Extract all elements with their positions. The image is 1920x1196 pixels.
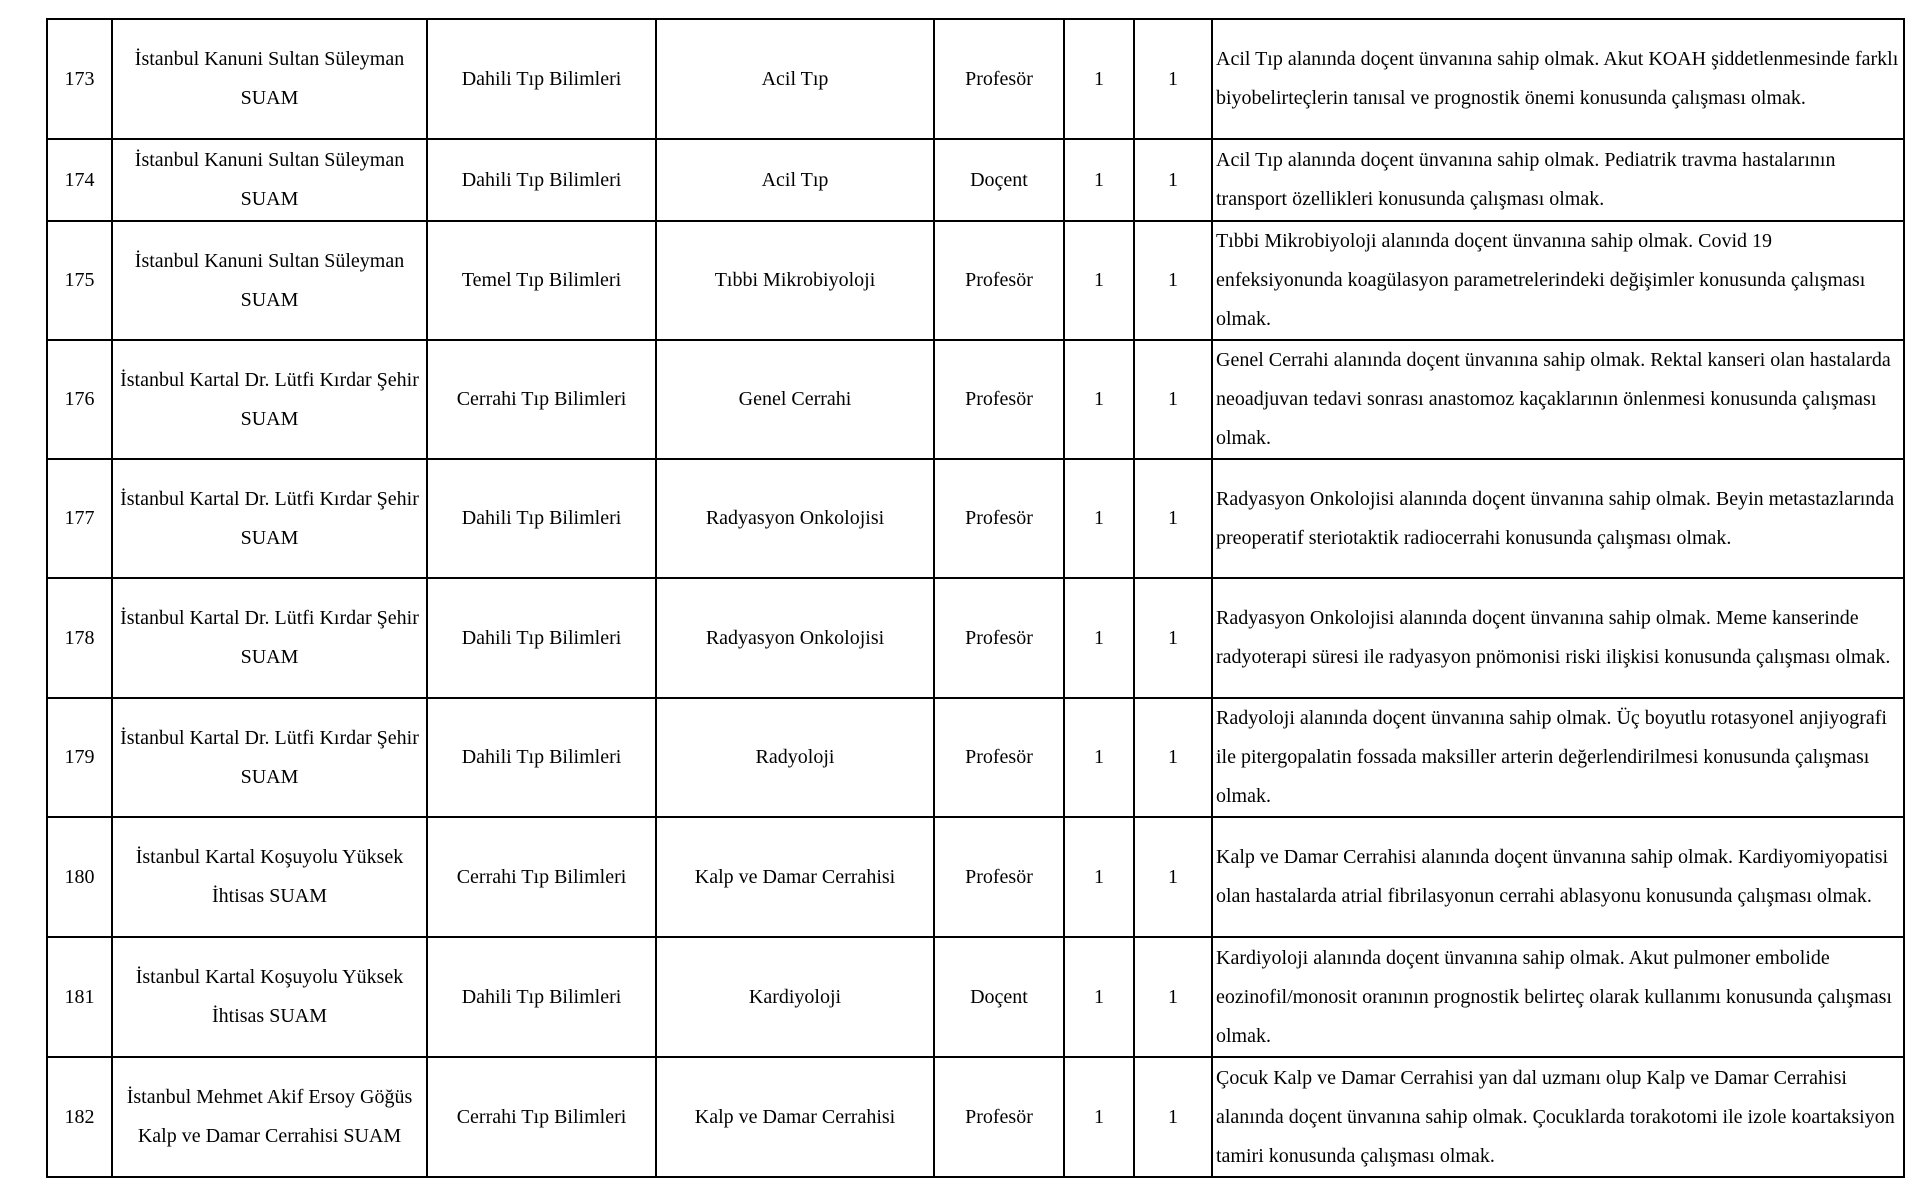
- count-cell: 1: [1134, 139, 1212, 221]
- row-number: 178: [47, 578, 112, 698]
- requirement-cell: Genel Cerrahi alanında doçent ünvanına sahip olmak. Rektal kanseri olan hastalarda neoadjuvan tedavi sonrası anastomoz kaçaklarının önlenmesi konusunda çalışması olmak.: [1212, 340, 1904, 459]
- count-cell: 1: [1064, 221, 1134, 340]
- requirement-cell: Çocuk Kalp ve Damar Cerrahisi yan dal uzmanı olup Kalp ve Damar Cerrahisi alanında doçent ünvanına sahip olmak. Çocuklarda torakotomi ile izole koartaksiyon tamiri konusunda çalışması olmak.: [1212, 1057, 1904, 1177]
- row-number: 176: [47, 340, 112, 459]
- academic-title-cell: Doçent: [934, 139, 1064, 221]
- institution-cell: İstanbul Kartal Dr. Lütfi Kırdar Şehir SUAM: [112, 340, 427, 459]
- table-row: [47, 937, 1904, 1057]
- academic-title-cell: Profesör: [934, 19, 1064, 139]
- department-cell: Dahili Tıp Bilimleri: [427, 19, 656, 139]
- academic-title-cell: Profesör: [934, 1057, 1064, 1177]
- institution-cell: İstanbul Mehmet Akif Ersoy Göğüs Kalp ve Damar Cerrahisi SUAM: [112, 1057, 427, 1177]
- table-row: [47, 139, 1904, 221]
- count-cell: 1: [1134, 937, 1212, 1057]
- requirement-cell: Radyoloji alanında doçent ünvanına sahip olmak. Üç boyutlu rotasyonel anjiyografi ile pitergopalatin fossada maksiller arterin değerlendirilmesi konusunda çalışması olmak.: [1212, 698, 1904, 817]
- count-cell: 1: [1134, 340, 1212, 459]
- table-row: [47, 1057, 1904, 1177]
- count-cell: 1: [1134, 1057, 1212, 1177]
- institution-cell: İstanbul Kartal Koşuyolu Yüksek İhtisas SUAM: [112, 817, 427, 937]
- requirement-cell: Acil Tıp alanında doçent ünvanına sahip olmak. Akut KOAH şiddetlenmesinde farklı biyobelirteçlerin tanısal ve prognostik önemi konusunda çalışması olmak.: [1212, 19, 1904, 139]
- row-number: 179: [47, 698, 112, 817]
- count-cell: 1: [1134, 817, 1212, 937]
- specialty-cell: Kalp ve Damar Cerrahisi: [656, 817, 934, 937]
- institution-cell: İstanbul Kanuni Sultan Süleyman SUAM: [112, 139, 427, 221]
- table-row: [47, 578, 1904, 698]
- positions-table: [46, 18, 1905, 1178]
- requirement-cell: Acil Tıp alanında doçent ünvanına sahip olmak. Pediatrik travma hastalarının transport özellikleri konusunda çalışması olmak.: [1212, 139, 1904, 221]
- table-row: [47, 698, 1904, 817]
- academic-title-cell: Profesör: [934, 578, 1064, 698]
- table-row: [47, 221, 1904, 340]
- specialty-cell: Acil Tıp: [656, 139, 934, 221]
- table-body: [47, 19, 1904, 1177]
- table-row: [47, 19, 1904, 139]
- academic-title-cell: Profesör: [934, 340, 1064, 459]
- institution-cell: İstanbul Kanuni Sultan Süleyman SUAM: [112, 221, 427, 340]
- row-number: 174: [47, 139, 112, 221]
- specialty-cell: Radyoloji: [656, 698, 934, 817]
- row-number: 173: [47, 19, 112, 139]
- specialty-cell: Kardiyoloji: [656, 937, 934, 1057]
- count-cell: 1: [1134, 19, 1212, 139]
- department-cell: Cerrahi Tıp Bilimleri: [427, 1057, 656, 1177]
- department-cell: Cerrahi Tıp Bilimleri: [427, 340, 656, 459]
- institution-cell: İstanbul Kanuni Sultan Süleyman SUAM: [112, 19, 427, 139]
- department-cell: Dahili Tıp Bilimleri: [427, 937, 656, 1057]
- count-cell: 1: [1134, 698, 1212, 817]
- specialty-cell: Acil Tıp: [656, 19, 934, 139]
- requirement-cell: Tıbbi Mikrobiyoloji alanında doçent ünvanına sahip olmak. Covid 19 enfeksiyonunda koagülasyon parametrelerindeki değişimler konusunda çalışması olmak.: [1212, 221, 1904, 340]
- requirement-cell: Kalp ve Damar Cerrahisi alanında doçent ünvanına sahip olmak. Kardiyomiyopatisi olan hastalarda atrial fibrilasyonun cerrahi ablasyonu konusunda çalışması olmak.: [1212, 817, 1904, 937]
- count-cell: 1: [1134, 459, 1212, 578]
- table-row: [47, 817, 1904, 937]
- academic-title-cell: Profesör: [934, 698, 1064, 817]
- count-cell: 1: [1064, 937, 1134, 1057]
- row-number: 180: [47, 817, 112, 937]
- requirement-cell: Radyasyon Onkolojisi alanında doçent ünvanına sahip olmak. Beyin metastazlarında preoperatif steriotaktik radiocerrahi konusunda çalışması olmak.: [1212, 459, 1904, 578]
- row-number: 181: [47, 937, 112, 1057]
- count-cell: 1: [1134, 578, 1212, 698]
- institution-cell: İstanbul Kartal Koşuyolu Yüksek İhtisas SUAM: [112, 937, 427, 1057]
- count-cell: 1: [1064, 459, 1134, 578]
- row-number: 182: [47, 1057, 112, 1177]
- specialty-cell: Radyasyon Onkolojisi: [656, 578, 934, 698]
- department-cell: Cerrahi Tıp Bilimleri: [427, 817, 656, 937]
- count-cell: 1: [1134, 221, 1212, 340]
- department-cell: Dahili Tıp Bilimleri: [427, 698, 656, 817]
- department-cell: Temel Tıp Bilimleri: [427, 221, 656, 340]
- department-cell: Dahili Tıp Bilimleri: [427, 459, 656, 578]
- count-cell: 1: [1064, 698, 1134, 817]
- count-cell: 1: [1064, 340, 1134, 459]
- row-number: 177: [47, 459, 112, 578]
- table-row: [47, 340, 1904, 459]
- institution-cell: İstanbul Kartal Dr. Lütfi Kırdar Şehir SUAM: [112, 698, 427, 817]
- academic-title-cell: Profesör: [934, 221, 1064, 340]
- academic-title-cell: Doçent: [934, 937, 1064, 1057]
- institution-cell: İstanbul Kartal Dr. Lütfi Kırdar Şehir SUAM: [112, 459, 427, 578]
- requirement-cell: Radyasyon Onkolojisi alanında doçent ünvanına sahip olmak. Meme kanserinde radyoterapi süresi ile radyasyon pnömonisi riski ilişkisi konusunda çalışması olmak.: [1212, 578, 1904, 698]
- count-cell: 1: [1064, 19, 1134, 139]
- specialty-cell: Kalp ve Damar Cerrahisi: [656, 1057, 934, 1177]
- academic-title-cell: Profesör: [934, 817, 1064, 937]
- institution-cell: İstanbul Kartal Dr. Lütfi Kırdar Şehir SUAM: [112, 578, 427, 698]
- table-row: [47, 459, 1904, 578]
- department-cell: Dahili Tıp Bilimleri: [427, 139, 656, 221]
- department-cell: Dahili Tıp Bilimleri: [427, 578, 656, 698]
- specialty-cell: Tıbbi Mikrobiyoloji: [656, 221, 934, 340]
- count-cell: 1: [1064, 139, 1134, 221]
- row-number: 175: [47, 221, 112, 340]
- academic-title-cell: Profesör: [934, 459, 1064, 578]
- specialty-cell: Radyasyon Onkolojisi: [656, 459, 934, 578]
- requirement-cell: Kardiyoloji alanında doçent ünvanına sahip olmak. Akut pulmoner embolide eozinofil/monosit oranının prognostik belirteç olarak kullanımı konusunda çalışması olmak.: [1212, 937, 1904, 1057]
- specialty-cell: Genel Cerrahi: [656, 340, 934, 459]
- count-cell: 1: [1064, 578, 1134, 698]
- count-cell: 1: [1064, 817, 1134, 937]
- count-cell: 1: [1064, 1057, 1134, 1177]
